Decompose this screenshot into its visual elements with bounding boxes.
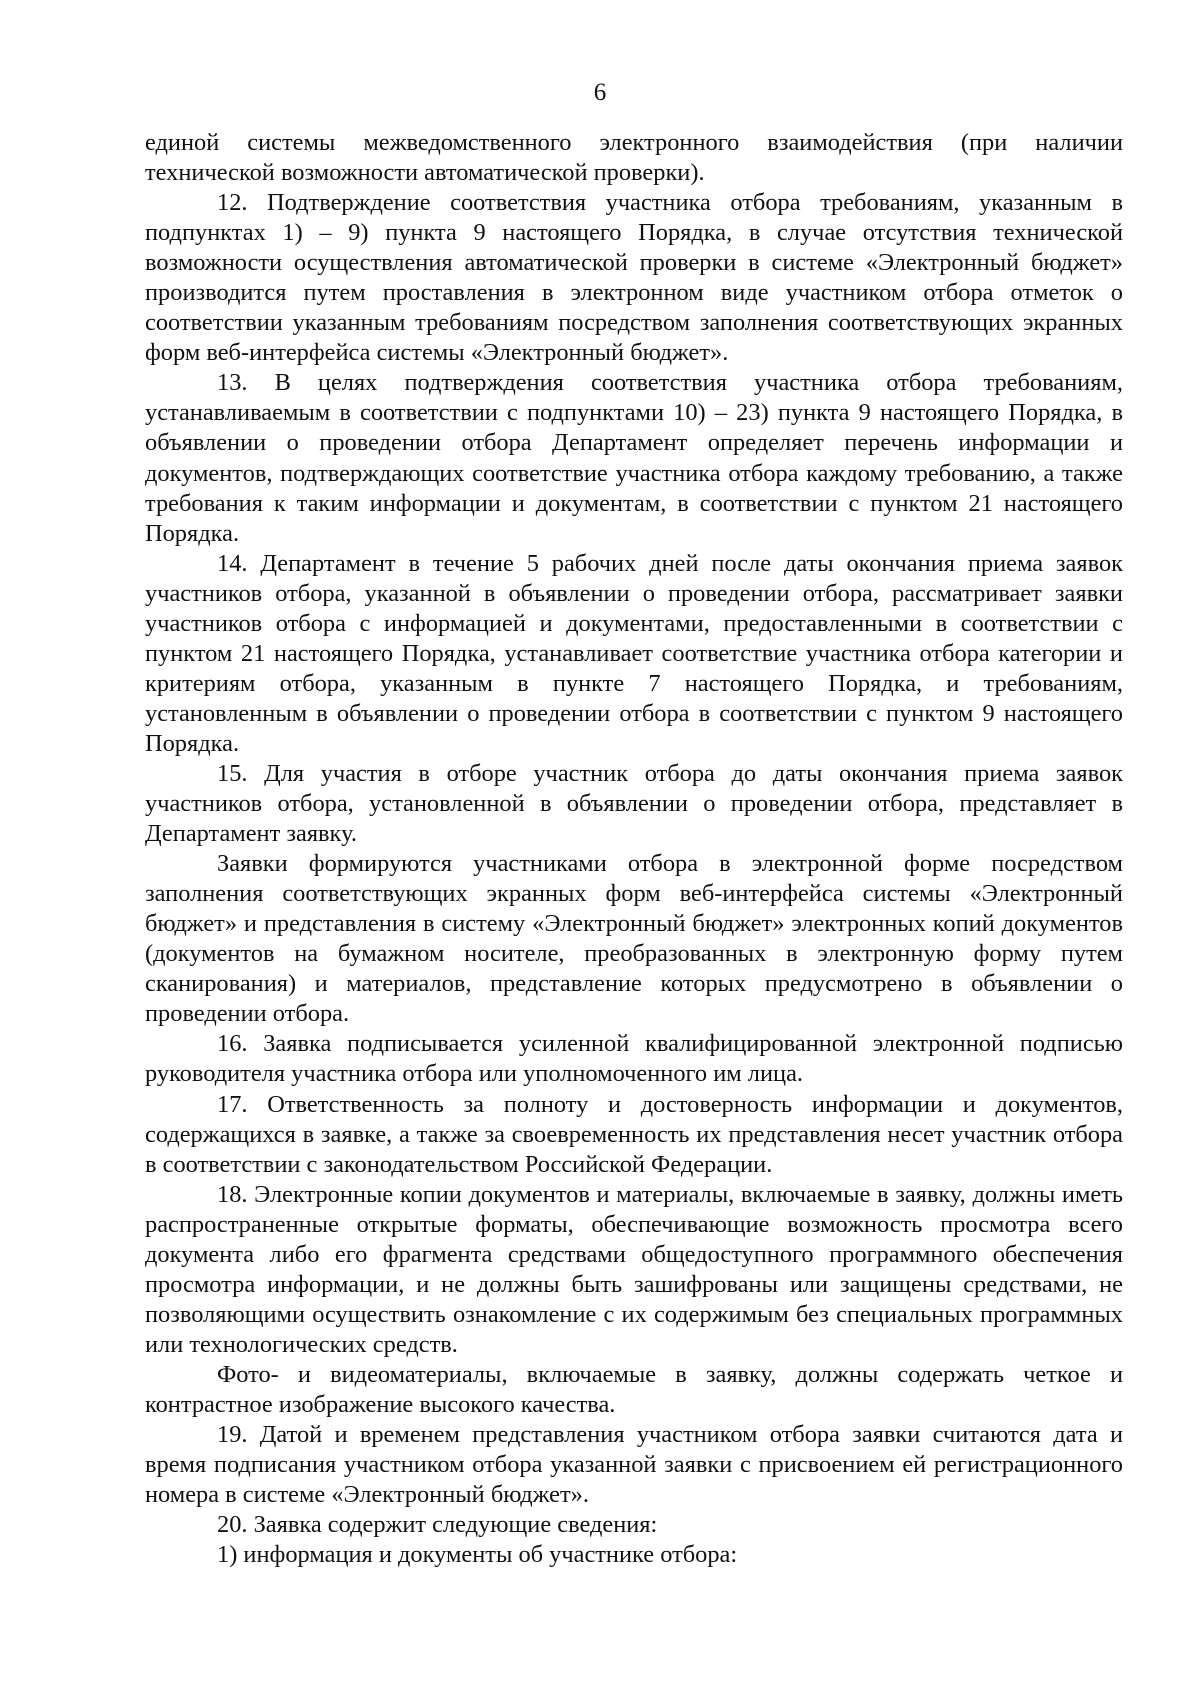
paragraph-15-applications: Заявки формируются участниками отбора в электронной форме посредством заполнения соответствующих экранных форм веб-интерфейса системы «Электронный бюджет» и представления в систему «Электронный бюджет» электронных копий документов (документов на бумажном носителе, преобразованных в электронную форму путем сканирования) и материалов, представление которых предусмотрено в объявлении о проведении отбора. [145, 850, 1123, 1028]
page-number: 6 [593, 79, 607, 106]
paragraph-20: 20. Заявка содержит следующие сведения: [217, 1511, 658, 1539]
paragraph-19: 19. Датой и временем представления участником отбора заявки считаются дата и время подписания участником отбора указанной заявки с присвоением ей регистрационного номера в системе «Электронный бюджет». [145, 1421, 1123, 1509]
paragraph-12: 12. Подтверждение соответствия участника отбора требованиям, указанным в подпунктах 1) – 9) пункта 9 настоящего Порядка, в случае отсутствия технической возможности осуществления автоматической проверки в системе «Электронный бюджет» производится путем проставления в электронном виде участником отбора отметок о соответствии указанным требованиям посредством заполнения соответствующих экранных форм веб-интерфейса системы «Электронный бюджет». [145, 189, 1123, 367]
document-body [145, 128, 1123, 1570]
paragraph-18-media: Фото- и видеоматериалы, включаемые в заявку, должны содержать четкое и контрастное изображение высокого качества. [145, 1360, 1123, 1418]
paragraph-continuation: единой системы межведомственного электронного взаимодействия (при наличии технической возможности автоматической проверки). [145, 129, 1123, 187]
paragraph-18: 18. Электронные копии документов и материалы, включаемые в заявку, должны иметь распространенные открытые форматы, обеспечивающие возможность просмотра всего документа либо его фрагмента средствами общедоступного программного обеспечения просмотра информации, и не должны быть зашифрованы или защищены средствами, не позволяющими осуществить ознакомление с их содержимым без специальных программных или технологических средств. [145, 1180, 1123, 1358]
paragraph-14: 14. Департамент в течение 5 рабочих дней после даты окончания приема заявок участников отбора, указанной в объявлении о проведении отбора, рассматривает заявки участников отбора с информацией и документами, предоставленными в соответствии с пунктом 21 настоящего Порядка, устанавливает соответствие участника отбора категории и критериям отбора, указанным в пункте 7 настоящего Порядка, и требованиям, установленным в объявлении о проведении отбора в соответствии с пунктом 9 настоящего Порядка. [145, 549, 1123, 757]
paragraph-20-item-1: 1) информация и документы об участнике отбора: [217, 1541, 738, 1569]
paragraph-15: 15. Для участия в отборе участник отбора до даты окончания приема заявок участников отбора, установленной в объявлении о проведении отбора, представляет в Департамент заявку. [145, 759, 1123, 848]
paragraph-17: 17. Ответственность за полноту и достоверность информации и документов, содержащихся в заявке, а также за своевременность их представления несет участник отбора в соответствии с законодательством Российской Федерации. [145, 1090, 1123, 1178]
paragraph-16: 16. Заявка подписывается усиленной квалифицированной электронной подписью руководителя участника отбора или уполномоченного им лица. [145, 1030, 1123, 1088]
paragraph-13: 13. В целях подтверждения соответствия участника отбора требованиям, устанавливаемым в соответствии с подпунктами 10) – 23) пункта 9 настоящего Порядка, в объявлении о проведении отбора Департамент определяет перечень информации и документов, подтверждающих соответствие участника отбора каждому требованию, а также требования к таким информации и документам, в соответствии с пунктом 21 настоящего Порядка. [145, 369, 1123, 547]
